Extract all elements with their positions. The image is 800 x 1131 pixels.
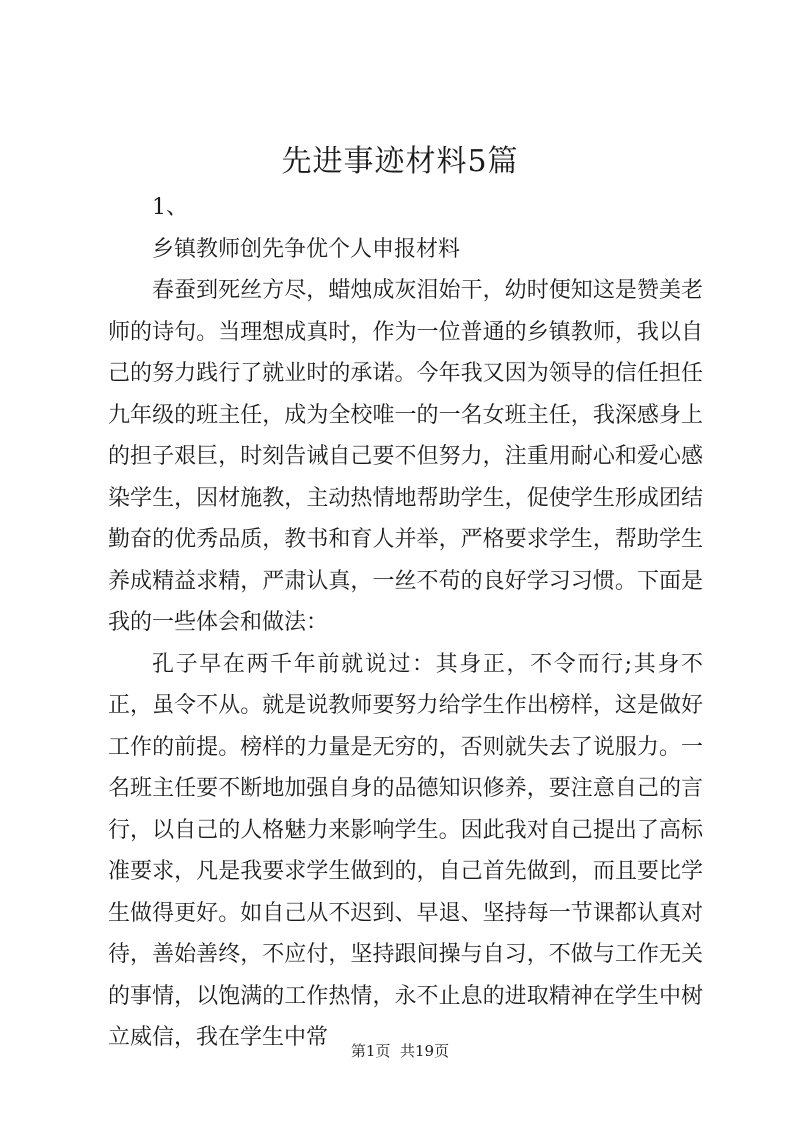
section-number: 1、 [152,195,188,220]
paragraph: 孔子早在两千年前就说过：其身正，不令而行;其身不正，虽令不从。就是说教师要努力给学生作出榜样，这是做好工作的前提。榜样的力量是无穷的，否则就失去了说服力。一名班主任要不断地加强自身的品德知识修养，要注意自己的言行，以自己的人格魅力来影响学生。因此我对自己提出了高标准要求，凡是我要求学生做到的，自己首先做到，而且要比学生做得更好。如自己从不迟到、早退、坚持每一节课都认真对待，善始善终，不应付，坚持跟间操与自习，不做与工作无关的事情，以饱满的工作热情，永不止息的进取精神在学生中树立威信，我在学生中常 [108,651,703,1050]
page-title: 先进事迹材料5篇 [281,144,519,179]
paragraph: 春蚕到死丝方尽，蜡烛成灰泪始干，幼时便知这是赞美老师的诗句。当理想成真时，作为一位普通的乡镇教师，我以自己的努力践行了就业时的承诺。今年我又因为领导的信任担任九年级的班主任，成为全校唯一的一名女班主任，我深感身上的担子艰巨，时刻告诫自己要不但努力，注重用耐心和爱心感染学生，因材施教，主动热情地帮助学生，促使学生形成团结勤奋的优秀品质，教书和育人并举，严格要求学生，帮助学生养成精益求精，严肃认真，一丝不苟的良好学习习惯。下面是我的一些体会和做法： [108,278,703,635]
document-body [108,187,703,1059]
page-footer [0,1041,800,1061]
page-number: 第1页 [350,1042,391,1060]
section-subtitle: 乡镇教师创先争优个人申报材料 [152,236,461,262]
page-total: 共19页 [400,1042,450,1060]
